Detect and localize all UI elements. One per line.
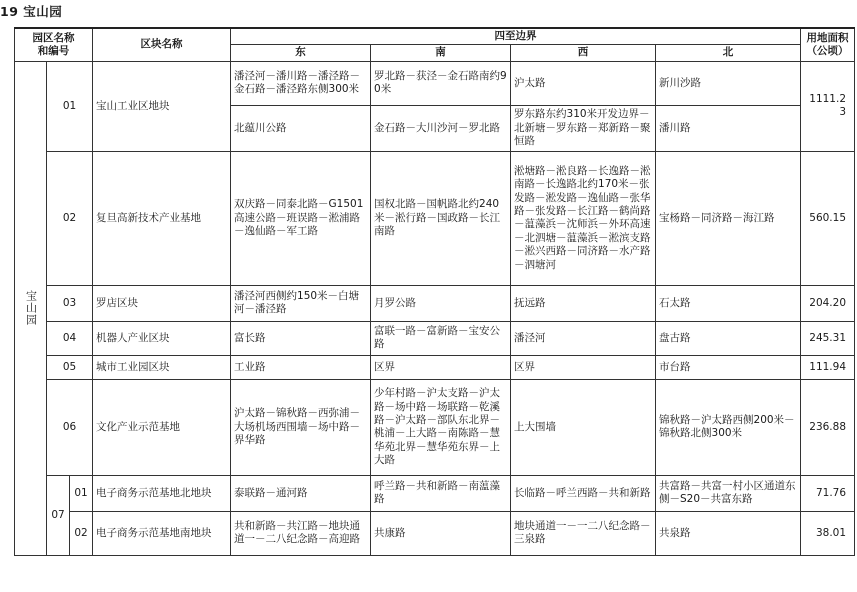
south-boundary: 金石路－大川沙河－罗北路 (371, 105, 511, 151)
east-boundary: 潘泾河－潘川路－潘泾路－金石路－潘泾路东侧300米 (231, 61, 371, 105)
north-boundary: 石太路 (656, 285, 801, 321)
east-boundary: 北蕴川公路 (231, 105, 371, 151)
header-east: 东 (231, 45, 371, 61)
sub-block-no: 02 (70, 511, 93, 555)
south-boundary: 国权北路－国帆路北约240米－淞行路－国政路－长江南路 (371, 151, 511, 285)
west-boundary: 淞塘路－淞良路－长逸路－淞南路－长逸路北约170米－张发路－淞发路－逸仙路－张华路－张发路－长江路－鹤尚路－蕰藻浜－沈师浜－外环高速－北泗塘－蕰藻浜－淞滨支路－淞兴西路－同济路－水产路－泗塘河 (511, 151, 656, 285)
park-name: 宝山园 (24, 290, 38, 327)
area-value: 245.31 (801, 321, 855, 355)
east-boundary: 双庆路－同泰北路－G1501高速公路－班误路－淞浦路－逸仙路－军工路 (231, 151, 371, 285)
north-boundary: 共泉路 (656, 511, 801, 555)
west-boundary: 上大围墙 (511, 379, 656, 475)
boundary-table (14, 27, 855, 556)
header-west: 西 (511, 45, 656, 61)
area-value: 111.94 (801, 355, 855, 379)
block-no: 01 (47, 61, 93, 151)
block-name: 宝山工业区地块 (93, 61, 231, 151)
east-boundary: 泰联路－通河路 (231, 475, 371, 511)
west-boundary: 长临路－呼兰西路－共和新路 (511, 475, 656, 511)
south-boundary: 呼兰路－共和新路－南蕰藻路 (371, 475, 511, 511)
south-boundary: 罗北路－获泾－金石路南约90米 (371, 61, 511, 105)
area-value: 204.20 (801, 285, 855, 321)
area-value: 71.76 (801, 475, 855, 511)
table-row (15, 379, 855, 475)
table-row (15, 321, 855, 355)
north-boundary: 盘古路 (656, 321, 801, 355)
east-boundary: 沪太路－锦秋路－西弥浦－大场机场西围墙－场中路－界华路 (231, 379, 371, 475)
east-boundary: 潘泾河西侧约150米－白塘河－潘泾路 (231, 285, 371, 321)
south-boundary: 区界 (371, 355, 511, 379)
north-boundary: 共富路－共富一村小区通道东侧－S20－共富东路 (656, 475, 801, 511)
header-block: 区块名称 (93, 28, 231, 61)
header-boundary: 四至边界 (231, 28, 801, 45)
table-row (15, 355, 855, 379)
south-boundary: 少年村路－沪太支路－沪太路－场中路－场联路－乾溪路－沪太路－部队东北界－桃浦－上大路－南陈路－慧华苑北界－慧华苑东界－上大路 (371, 379, 511, 475)
block-name: 电子商务示范基地南地块 (93, 511, 231, 555)
north-boundary: 新川沙路 (656, 61, 801, 105)
area-value: 38.01 (801, 511, 855, 555)
block-name: 复旦高新技术产业基地 (93, 151, 231, 285)
header-south: 南 (371, 45, 511, 61)
header-area: 用地面积 （公顷） (801, 28, 855, 61)
block-name: 机器人产业区块 (93, 321, 231, 355)
west-boundary: 地块通道一－一二八纪念路－三泉路 (511, 511, 656, 555)
section-title: 19 宝山园 (0, 4, 63, 19)
north-boundary: 锦秋路－沪太路西侧200米－锦秋路北侧300米 (656, 379, 801, 475)
table-row (15, 151, 855, 285)
east-boundary: 富长路 (231, 321, 371, 355)
block-no: 06 (47, 379, 93, 475)
block-name: 罗店区块 (93, 285, 231, 321)
block-name: 文化产业示范基地 (93, 379, 231, 475)
south-boundary: 月罗公路 (371, 285, 511, 321)
header-park: 园区名称 和编号 (15, 28, 93, 61)
block-no: 07 (47, 475, 70, 555)
west-boundary: 沪太路 (511, 61, 656, 105)
block-name: 电子商务示范基地北地块 (93, 475, 231, 511)
north-boundary: 宝杨路－同济路－海江路 (656, 151, 801, 285)
header-north: 北 (656, 45, 801, 61)
north-boundary: 潘川路 (656, 105, 801, 151)
east-boundary: 工业路 (231, 355, 371, 379)
block-no: 02 (47, 151, 93, 285)
table-row (15, 475, 855, 511)
area-value: 1111.23 (801, 61, 855, 151)
south-boundary: 富联一路－富新路－宝安公路 (371, 321, 511, 355)
west-boundary: 区界 (511, 355, 656, 379)
area-value: 560.15 (801, 151, 855, 285)
north-boundary: 市台路 (656, 355, 801, 379)
block-no: 05 (47, 355, 93, 379)
west-boundary: 罗东路东约310米开发边界－北新塘－罗东路－郑新路－聚恒路 (511, 105, 656, 151)
sub-block-no: 01 (70, 475, 93, 511)
south-boundary: 共康路 (371, 511, 511, 555)
east-boundary: 共和新路－共江路－地块通道一－二八纪念路－高迎路 (231, 511, 371, 555)
table-row (15, 511, 855, 555)
park-name-cell (15, 61, 47, 555)
block-no: 03 (47, 285, 93, 321)
area-value: 236.88 (801, 379, 855, 475)
table-row (15, 285, 855, 321)
block-no: 04 (47, 321, 93, 355)
block-name: 城市工业园区块 (93, 355, 231, 379)
west-boundary: 潘泾河 (511, 321, 656, 355)
table-row (15, 61, 855, 105)
west-boundary: 抚远路 (511, 285, 656, 321)
